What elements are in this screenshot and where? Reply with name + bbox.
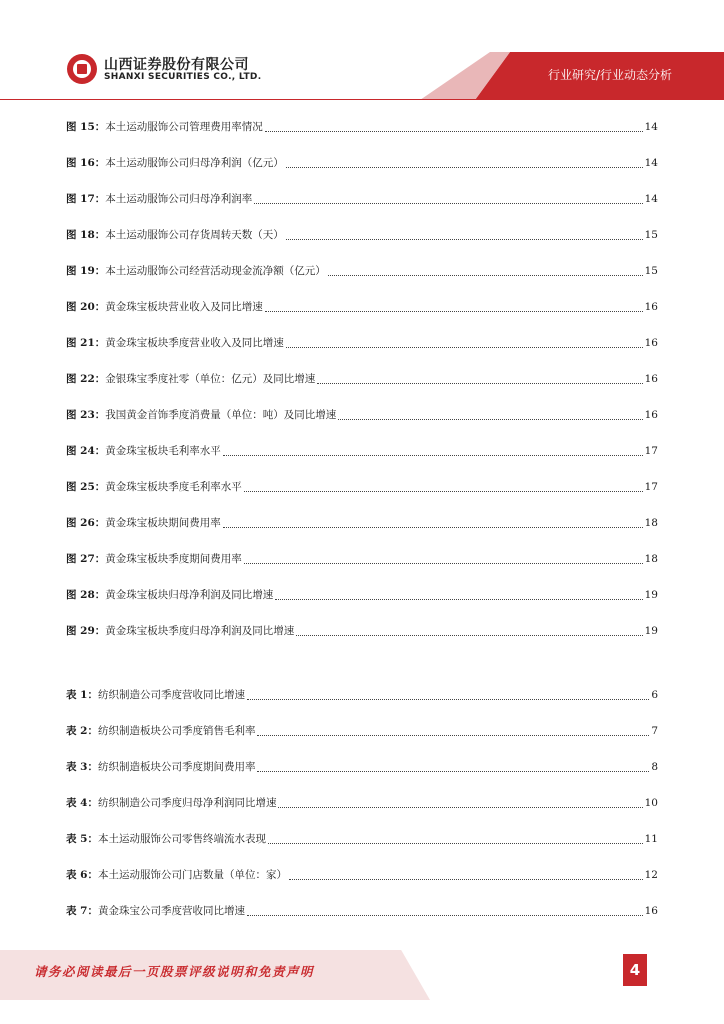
- toc-entry[interactable]: [66, 722, 658, 740]
- toc-leader: [257, 760, 649, 772]
- toc-label: 表 1：: [66, 689, 98, 701]
- toc-entry[interactable]: [66, 686, 658, 704]
- toc-label: 图 17：: [66, 193, 106, 205]
- toc-title: 黄金珠宝公司季度营收同比增速: [97, 905, 245, 917]
- toc-entry[interactable]: [66, 550, 658, 568]
- toc-label: 图 26：: [66, 517, 106, 529]
- toc-page: 19: [644, 589, 658, 601]
- toc-title: 黄金珠宝板块季度毛利率水平: [105, 481, 242, 493]
- toc-entry[interactable]: [66, 334, 658, 352]
- toc-leader: [268, 832, 643, 844]
- toc-label: 图 25：: [66, 481, 106, 493]
- toc-page: 14: [644, 193, 658, 205]
- report-category: 行业研究/行业动态分析: [547, 68, 672, 82]
- toc-title: 本土运动服饰公司归母净利润率: [105, 193, 253, 205]
- toc-label: 表 3：: [66, 761, 98, 773]
- disclaimer-notice: 请务必阅读最后一页股票评级说明和免责声明: [34, 964, 315, 979]
- toc-leader: [328, 264, 643, 276]
- toc-entry[interactable]: [66, 902, 658, 920]
- page-header: [0, 0, 724, 100]
- toc-page: 7: [651, 725, 658, 737]
- toc-entry[interactable]: [66, 478, 658, 496]
- toc-label: 图 16：: [66, 157, 106, 169]
- toc-entry[interactable]: [66, 406, 658, 424]
- toc-leader: [244, 552, 643, 564]
- toc-entry[interactable]: [66, 118, 658, 136]
- toc-label: 图 20：: [66, 301, 106, 313]
- toc-leader: [254, 192, 642, 204]
- toc-title: 金银珠宝季度社零（单位：亿元）及同比增速: [105, 373, 316, 385]
- toc-label: 表 6：: [66, 869, 98, 881]
- toc-leader: [286, 156, 643, 168]
- toc-page: 10: [644, 797, 658, 809]
- toc-title: 本土运动服饰公司经营活动现金流净额（亿元）: [105, 265, 326, 277]
- toc-label: 图 21：: [66, 337, 106, 349]
- toc-title: 纺织制造板块公司季度销售毛利率: [97, 725, 256, 737]
- toc-leader: [289, 868, 643, 880]
- toc-entry[interactable]: [66, 442, 658, 460]
- toc-leader: [278, 796, 642, 808]
- toc-entry[interactable]: [66, 794, 658, 812]
- toc-title: 黄金珠宝板块营业收入及同比增速: [105, 301, 263, 313]
- toc-leader: [244, 480, 643, 492]
- toc-page: 15: [644, 265, 658, 277]
- toc-page: 15: [644, 229, 658, 241]
- toc-entry[interactable]: [66, 190, 658, 208]
- toc-entry[interactable]: [66, 298, 658, 316]
- toc-title: 黄金珠宝板块季度归母净利润及同比增速: [105, 625, 295, 637]
- toc-page: 11: [644, 833, 658, 845]
- toc-title: 本土运动服饰公司零售终端流水表现: [97, 833, 266, 845]
- toc-title: 我国黄金首饰季度消费量（单位：吨）及同比增速: [105, 409, 337, 421]
- toc-page: 17: [644, 481, 658, 493]
- toc-leader: [257, 724, 649, 736]
- toc-page: 18: [644, 553, 658, 565]
- toc-leader: [223, 444, 643, 456]
- toc-label: 图 28：: [66, 589, 106, 601]
- page-number: 4: [623, 954, 647, 986]
- toc-title: 黄金珠宝板块季度期间费用率: [105, 553, 242, 565]
- toc-page: 16: [644, 373, 658, 385]
- toc-page: 12: [644, 869, 658, 881]
- toc-page: 19: [644, 625, 658, 637]
- toc-leader: [247, 904, 643, 916]
- toc-label: 表 7：: [66, 905, 98, 917]
- toc-label: 图 23：: [66, 409, 106, 421]
- header-banner: [0, 0, 724, 100]
- toc-label: 表 5：: [66, 833, 98, 845]
- toc-leader: [286, 336, 643, 348]
- toc-label: 表 2：: [66, 725, 98, 737]
- toc-page: 6: [651, 689, 658, 701]
- toc-entry[interactable]: [66, 226, 658, 244]
- toc-title: 本土运动服饰公司管理费用率情况: [105, 121, 263, 133]
- toc-page: 16: [644, 337, 658, 349]
- toc-page: 14: [644, 157, 658, 169]
- toc-title: 黄金珠宝板块毛利率水平: [105, 445, 221, 457]
- toc-page: 17: [644, 445, 658, 457]
- toc-leader: [317, 372, 642, 384]
- toc-page: 14: [644, 121, 658, 133]
- toc-entry[interactable]: [66, 514, 658, 532]
- toc-label: 图 15：: [66, 121, 106, 133]
- company-name-en: SHANXI SECURITIES CO., LTD.: [104, 72, 262, 82]
- toc-title: 本土运动服饰公司门店数量（单位：家）: [97, 869, 287, 881]
- toc-title: 本土运动服饰公司归母净利润（亿元）: [105, 157, 284, 169]
- toc-leader: [275, 588, 642, 600]
- toc-label: 图 18：: [66, 229, 106, 241]
- toc-label: 图 29：: [66, 625, 106, 637]
- toc-label: 图 19：: [66, 265, 106, 277]
- toc-entry[interactable]: [66, 262, 658, 280]
- toc-entry[interactable]: [66, 866, 658, 884]
- toc-entry[interactable]: [66, 154, 658, 172]
- toc-leader: [286, 228, 643, 240]
- toc-entry[interactable]: [66, 370, 658, 388]
- toc-leader: [265, 300, 643, 312]
- toc-page: 16: [644, 905, 658, 917]
- toc-title: 纺织制造板块公司季度期间费用率: [97, 761, 256, 773]
- toc-page: 16: [644, 301, 658, 313]
- toc-entry[interactable]: [66, 586, 658, 604]
- toc-title: 纺织制造公司季度营收同比增速: [97, 689, 245, 701]
- toc-label: 图 27：: [66, 553, 106, 565]
- toc-label: 图 24：: [66, 445, 106, 457]
- toc-entry[interactable]: [66, 758, 658, 776]
- toc-title: 黄金珠宝板块归母净利润及同比增速: [105, 589, 274, 601]
- toc-page: 16: [644, 409, 658, 421]
- toc-title: 黄金珠宝板块期间费用率: [105, 517, 221, 529]
- toc-leader: [296, 624, 642, 636]
- toc-leader: [265, 120, 643, 132]
- toc-label: 表 4：: [66, 797, 98, 809]
- toc-leader: [338, 408, 642, 420]
- toc-page: 18: [644, 517, 658, 529]
- toc-leader: [247, 688, 649, 700]
- toc-page: 8: [651, 761, 658, 773]
- toc-label: 图 22：: [66, 373, 106, 385]
- company-name-cn: 山西证券股份有限公司: [104, 57, 249, 73]
- toc-title: 本土运动服饰公司存货周转天数（天）: [105, 229, 284, 241]
- toc-title: 纺织制造公司季度归母净利润同比增速: [97, 797, 277, 809]
- toc-title: 黄金珠宝板块季度营业收入及同比增速: [105, 337, 284, 349]
- company-logo-icon: [67, 54, 97, 84]
- toc-entry[interactable]: [66, 622, 658, 640]
- toc-entry[interactable]: [66, 830, 658, 848]
- toc-leader: [223, 516, 643, 528]
